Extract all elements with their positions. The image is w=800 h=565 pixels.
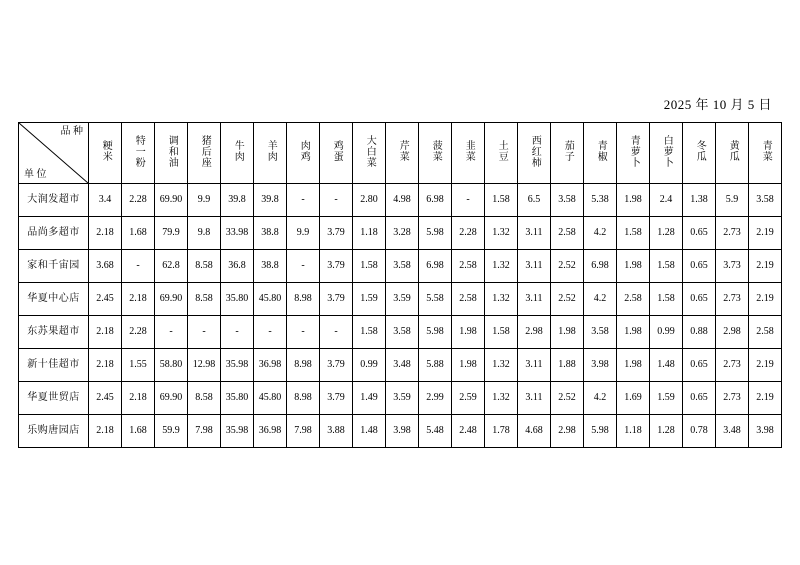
- column-header-4: [188, 123, 221, 184]
- price-cell: 3.11: [518, 217, 551, 250]
- price-cell: -: [221, 316, 254, 349]
- price-cell: 2.58: [452, 283, 485, 316]
- price-cell: 3.58: [386, 250, 419, 283]
- column-header-11: [419, 123, 452, 184]
- table-row: [19, 316, 782, 349]
- price-cell: 0.78: [683, 415, 716, 448]
- price-cell: 1.28: [650, 415, 683, 448]
- price-cell: 2.28: [452, 217, 485, 250]
- price-cell: 5.9: [716, 184, 749, 217]
- column-header-label: 芹菜: [397, 140, 409, 163]
- price-cell: 2.58: [551, 217, 584, 250]
- price-cell: 1.98: [452, 349, 485, 382]
- price-cell: 12.98: [188, 349, 221, 382]
- column-header-label: 白萝卜: [661, 134, 673, 168]
- price-cell: 5.98: [584, 415, 617, 448]
- price-cell: 1.32: [485, 250, 518, 283]
- price-cell: 2.73: [716, 349, 749, 382]
- price-cell: 3.73: [716, 250, 749, 283]
- column-header-3: [155, 123, 188, 184]
- price-cell: 8.98: [287, 283, 320, 316]
- price-cell: 0.88: [683, 316, 716, 349]
- price-cell: 3.48: [386, 349, 419, 382]
- price-cell: 5.38: [584, 184, 617, 217]
- price-cell: 8.98: [287, 349, 320, 382]
- price-cell: 3.98: [584, 349, 617, 382]
- price-cell: 62.8: [155, 250, 188, 283]
- price-cell: 7.98: [188, 415, 221, 448]
- row-header-store: 家和千宙园: [19, 250, 89, 283]
- price-cell: 2.73: [716, 217, 749, 250]
- price-cell: 5.58: [419, 283, 452, 316]
- column-header-12: [452, 123, 485, 184]
- column-header-label: 调和油: [166, 134, 178, 168]
- price-cell: 39.8: [254, 184, 287, 217]
- price-cell: 3.28: [386, 217, 419, 250]
- price-cell: 2.19: [749, 217, 782, 250]
- price-cell: 5.98: [419, 217, 452, 250]
- price-cell: 1.49: [353, 382, 386, 415]
- price-table-container: [18, 122, 782, 448]
- price-cell: 3.79: [320, 217, 353, 250]
- price-cell: 3.58: [749, 184, 782, 217]
- price-cell: 1.98: [617, 184, 650, 217]
- price-cell: 8.58: [188, 283, 221, 316]
- price-cell: 4.2: [584, 217, 617, 250]
- corner-unit-label: 单 位: [24, 169, 47, 180]
- column-header-16: [584, 123, 617, 184]
- column-header-5: [221, 123, 254, 184]
- price-cell: 2.73: [716, 283, 749, 316]
- price-cell: 2.19: [749, 349, 782, 382]
- column-header-label: 土豆: [496, 140, 508, 163]
- price-cell: -: [320, 184, 353, 217]
- price-cell: 2.52: [551, 382, 584, 415]
- price-cell: 36.98: [254, 349, 287, 382]
- column-header-label: 茄子: [562, 140, 574, 163]
- column-header-21: [749, 123, 782, 184]
- price-cell: 8.58: [188, 382, 221, 415]
- price-cell: 1.55: [122, 349, 155, 382]
- price-cell: 1.58: [650, 250, 683, 283]
- price-cell: 3.11: [518, 283, 551, 316]
- price-cell: 4.2: [584, 283, 617, 316]
- price-cell: 1.98: [617, 250, 650, 283]
- table-row: [19, 217, 782, 250]
- column-header-14: [518, 123, 551, 184]
- price-cell: 1.98: [617, 349, 650, 382]
- table-row: [19, 184, 782, 217]
- price-cell: -: [320, 316, 353, 349]
- table-row: [19, 382, 782, 415]
- table-header: [19, 123, 782, 184]
- price-cell: 3.79: [320, 349, 353, 382]
- table-row: [19, 250, 782, 283]
- column-header-label: 西红柿: [529, 134, 541, 168]
- price-cell: -: [188, 316, 221, 349]
- price-cell: 45.80: [254, 283, 287, 316]
- price-cell: 2.18: [89, 316, 122, 349]
- corner-category-label: 品 种: [60, 126, 83, 137]
- table-row: [19, 283, 782, 316]
- price-cell: 3.4: [89, 184, 122, 217]
- column-header-20: [716, 123, 749, 184]
- column-header-label: 青菜: [760, 140, 772, 163]
- column-header-label: 粳米: [100, 140, 112, 163]
- price-cell: -: [452, 184, 485, 217]
- price-cell: 2.18: [89, 349, 122, 382]
- price-cell: 33.98: [221, 217, 254, 250]
- price-cell: 6.98: [419, 184, 452, 217]
- price-cell: 1.78: [485, 415, 518, 448]
- price-cell: 3.98: [386, 415, 419, 448]
- price-cell: 3.98: [749, 415, 782, 448]
- price-cell: 2.58: [617, 283, 650, 316]
- price-cell: 3.58: [551, 184, 584, 217]
- price-cell: 35.98: [221, 349, 254, 382]
- price-cell: 4.98: [386, 184, 419, 217]
- price-cell: 3.58: [584, 316, 617, 349]
- price-cell: 1.68: [122, 415, 155, 448]
- price-cell: 1.18: [353, 217, 386, 250]
- price-cell: 69.90: [155, 184, 188, 217]
- price-cell: 36.98: [254, 415, 287, 448]
- price-cell: 1.59: [650, 382, 683, 415]
- column-header-2: [122, 123, 155, 184]
- column-header-label: 猪后座: [199, 134, 211, 168]
- price-cell: 1.32: [485, 382, 518, 415]
- price-cell: 2.98: [518, 316, 551, 349]
- price-cell: 0.65: [683, 349, 716, 382]
- document-date: 2025 年 10 月 5 日: [663, 97, 772, 112]
- price-cell: 35.80: [221, 382, 254, 415]
- column-header-18: [650, 123, 683, 184]
- price-cell: -: [287, 250, 320, 283]
- price-cell: 1.32: [485, 217, 518, 250]
- price-cell: 3.58: [386, 316, 419, 349]
- row-header-store: 东苏果超市: [19, 316, 89, 349]
- price-cell: 3.59: [386, 382, 419, 415]
- column-header-label: 黄瓜: [727, 140, 739, 163]
- price-cell: 3.11: [518, 250, 551, 283]
- price-cell: 6.98: [419, 250, 452, 283]
- price-cell: 1.58: [353, 250, 386, 283]
- column-header-17: [617, 123, 650, 184]
- price-cell: 1.58: [485, 184, 518, 217]
- column-header-15: [551, 123, 584, 184]
- price-cell: 2.45: [89, 382, 122, 415]
- price-cell: 2.52: [551, 283, 584, 316]
- price-cell: -: [287, 184, 320, 217]
- column-header-label: 青萝卜: [628, 134, 640, 168]
- price-cell: 3.79: [320, 283, 353, 316]
- price-cell: 38.8: [254, 217, 287, 250]
- price-cell: 69.90: [155, 382, 188, 415]
- price-cell: 35.98: [221, 415, 254, 448]
- price-cell: 2.99: [419, 382, 452, 415]
- price-cell: 2.98: [551, 415, 584, 448]
- price-cell: -: [122, 250, 155, 283]
- row-header-store: 华夏世贸店: [19, 382, 89, 415]
- price-cell: 79.9: [155, 217, 188, 250]
- price-cell: 6.98: [584, 250, 617, 283]
- column-header-label: 羊肉: [265, 140, 277, 163]
- price-cell: 1.32: [485, 283, 518, 316]
- price-cell: 39.8: [221, 184, 254, 217]
- price-cell: 4.2: [584, 382, 617, 415]
- price-cell: 4.68: [518, 415, 551, 448]
- column-header-label: 鸡蛋: [331, 140, 343, 163]
- column-header-13: [485, 123, 518, 184]
- table-header-row: [19, 123, 782, 184]
- price-cell: 3.59: [386, 283, 419, 316]
- price-cell: 1.58: [650, 283, 683, 316]
- column-header-label: 牛肉: [232, 140, 244, 163]
- price-cell: 3.88: [320, 415, 353, 448]
- price-cell: 3.79: [320, 382, 353, 415]
- price-cell: 2.4: [650, 184, 683, 217]
- price-cell: 1.58: [353, 316, 386, 349]
- price-cell: 3.48: [716, 415, 749, 448]
- price-cell: 2.18: [89, 217, 122, 250]
- price-cell: 7.98: [287, 415, 320, 448]
- price-cell: 2.58: [452, 250, 485, 283]
- column-header-7: [287, 123, 320, 184]
- price-cell: 38.8: [254, 250, 287, 283]
- price-cell: 58.80: [155, 349, 188, 382]
- price-cell: 1.98: [617, 316, 650, 349]
- price-cell: 1.69: [617, 382, 650, 415]
- price-cell: 0.99: [353, 349, 386, 382]
- price-cell: 0.99: [650, 316, 683, 349]
- row-header-store: 品尚多超市: [19, 217, 89, 250]
- price-cell: 1.18: [617, 415, 650, 448]
- price-cell: 9.8: [188, 217, 221, 250]
- price-table: [18, 122, 782, 448]
- price-cell: -: [155, 316, 188, 349]
- price-cell: 2.80: [353, 184, 386, 217]
- column-header-9: [353, 123, 386, 184]
- price-cell: 1.58: [617, 217, 650, 250]
- price-cell: 1.28: [650, 217, 683, 250]
- price-cell: 35.80: [221, 283, 254, 316]
- price-cell: 0.65: [683, 283, 716, 316]
- column-header-label: 韭菜: [463, 140, 475, 163]
- price-cell: 1.32: [485, 349, 518, 382]
- price-cell: 2.19: [749, 250, 782, 283]
- price-cell: 0.65: [683, 250, 716, 283]
- price-cell: 1.88: [551, 349, 584, 382]
- column-header-label: 菠菜: [430, 140, 442, 163]
- table-corner-header: [19, 123, 89, 184]
- price-cell: 1.38: [683, 184, 716, 217]
- price-cell: 1.98: [551, 316, 584, 349]
- price-cell: 59.9: [155, 415, 188, 448]
- price-cell: 0.65: [683, 382, 716, 415]
- price-cell: 2.59: [452, 382, 485, 415]
- price-cell: 2.58: [749, 316, 782, 349]
- column-header-10: [386, 123, 419, 184]
- price-cell: 8.98: [287, 382, 320, 415]
- price-cell: 9.9: [287, 217, 320, 250]
- price-cell: 2.73: [716, 382, 749, 415]
- row-header-store: 华夏中心店: [19, 283, 89, 316]
- price-cell: 2.52: [551, 250, 584, 283]
- price-cell: 2.19: [749, 283, 782, 316]
- column-header-8: [320, 123, 353, 184]
- column-header-label: 特一粉: [133, 134, 145, 168]
- price-cell: 8.58: [188, 250, 221, 283]
- price-cell: 5.98: [419, 316, 452, 349]
- price-cell: 2.28: [122, 316, 155, 349]
- price-cell: 1.98: [452, 316, 485, 349]
- column-header-label: 青椒: [595, 140, 607, 163]
- price-cell: 1.59: [353, 283, 386, 316]
- price-cell: 1.48: [650, 349, 683, 382]
- price-cell: 2.18: [122, 283, 155, 316]
- column-header-label: 大白菜: [364, 134, 376, 168]
- row-header-store: 新十佳超市: [19, 349, 89, 382]
- column-header-label: 肉鸡: [298, 140, 310, 163]
- price-cell: 1.58: [485, 316, 518, 349]
- price-cell: 9.9: [188, 184, 221, 217]
- price-cell: 1.48: [353, 415, 386, 448]
- price-cell: 3.11: [518, 349, 551, 382]
- table-row: [19, 349, 782, 382]
- price-cell: 2.18: [89, 415, 122, 448]
- price-cell: 2.45: [89, 283, 122, 316]
- price-cell: 5.88: [419, 349, 452, 382]
- price-cell: 2.19: [749, 382, 782, 415]
- column-header-label: 冬瓜: [694, 140, 706, 163]
- price-cell: 5.48: [419, 415, 452, 448]
- price-cell: -: [287, 316, 320, 349]
- row-header-store: 大润发超市: [19, 184, 89, 217]
- price-cell: -: [254, 316, 287, 349]
- column-header-1: [89, 123, 122, 184]
- price-cell: 3.79: [320, 250, 353, 283]
- row-header-store: 乐购唐园店: [19, 415, 89, 448]
- table-row: [19, 415, 782, 448]
- price-cell: 36.8: [221, 250, 254, 283]
- price-cell: 2.28: [122, 184, 155, 217]
- price-cell: 1.68: [122, 217, 155, 250]
- price-cell: 6.5: [518, 184, 551, 217]
- price-cell: 3.11: [518, 382, 551, 415]
- column-header-19: [683, 123, 716, 184]
- price-cell: 2.18: [122, 382, 155, 415]
- price-cell: 69.90: [155, 283, 188, 316]
- table-body: [19, 184, 782, 448]
- price-cell: 2.98: [716, 316, 749, 349]
- price-cell: 45.80: [254, 382, 287, 415]
- price-cell: 0.65: [683, 217, 716, 250]
- column-header-6: [254, 123, 287, 184]
- price-cell: 2.48: [452, 415, 485, 448]
- price-cell: 3.68: [89, 250, 122, 283]
